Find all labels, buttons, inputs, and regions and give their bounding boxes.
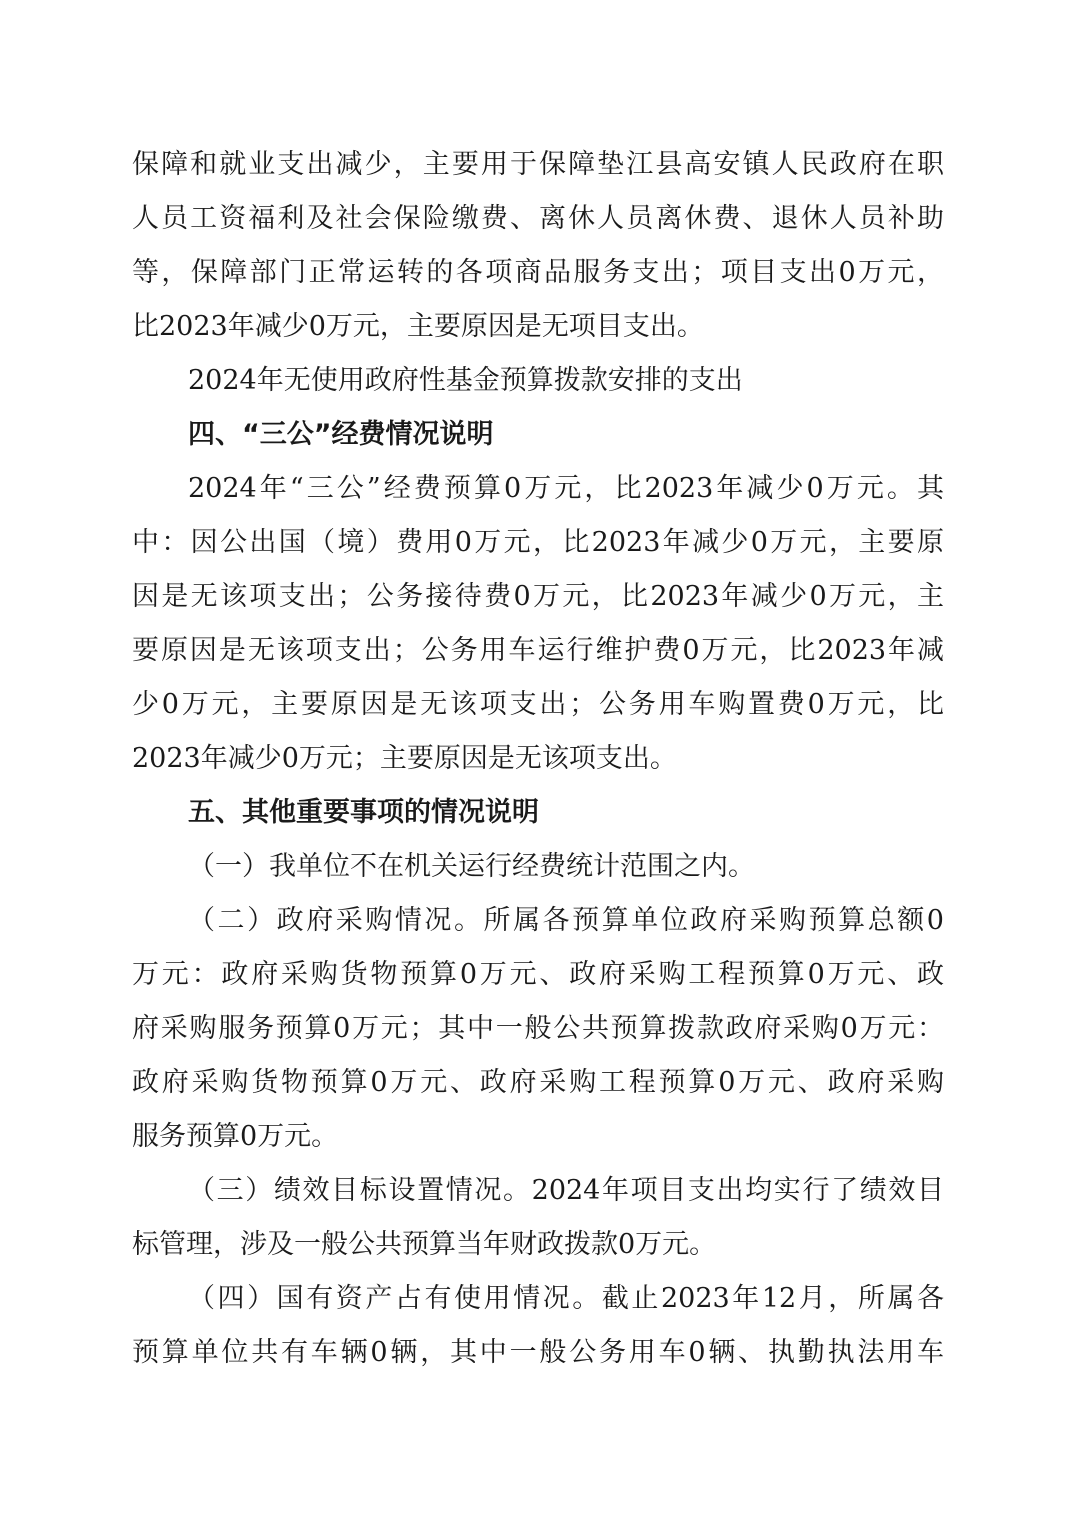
paragraph-line: 标管理，涉及一般公共预算当年财政拨款0万元。 [132,1229,717,1260]
paragraph-line: （四）国有资产占有使用情况。截止2023年12月，所属各 [188,1283,944,1314]
paragraph-line: 比2023年减少0万元，主要原因是无项目支出。 [132,311,704,342]
paragraph-line: 预算单位共有车辆0辆，其中一般公务用车0辆、执勤执法用车 [132,1337,944,1368]
paragraph-line: 万元：政府采购货物预算0万元、政府采购工程预算0万元、政 [132,959,944,990]
document-body [132,138,944,1380]
paragraph-line: 少0万元，主要原因是无该项支出；公务用车购置费0万元，比 [132,689,944,720]
paragraph-line: 服务预算0万元。 [132,1121,339,1152]
section-heading-other-matters: 五、其他重要事项的情况说明 [188,797,539,828]
paragraph-line: （三）绩效目标设置情况。2024年项目支出均实行了绩效目 [188,1175,944,1206]
section-heading-sangong: 四、“三公”经费情况说明 [188,419,494,450]
paragraph-line: 人员工资福利及社会保险缴费、离休人员离休费、退休人员补助 [132,203,944,234]
paragraph-line: 保障和就业支出减少，主要用于保障垫江县高安镇人民政府在职 [132,149,944,180]
paragraph-line: 等，保障部门正常运转的各项商品服务支出；项目支出0万元， [132,257,944,288]
paragraph-line: 2024年“三公”经费预算0万元，比2023年减少0万元。其 [188,473,944,504]
paragraph-line: 2023年减少0万元；主要原因是无该项支出。 [132,743,677,774]
paragraph-line: 府采购服务预算0万元；其中一般公共预算拨款政府采购0万元： [132,1013,944,1044]
paragraph-line: 2024年无使用政府性基金预算拨款安排的支出 [188,365,743,396]
paragraph-line: 因是无该项支出；公务接待费0万元，比2023年减少0万元，主 [132,581,944,612]
paragraph-line: （一）我单位不在机关运行经费统计范围之内。 [188,851,755,882]
paragraph-line: （二）政府采购情况。所属各预算单位政府采购预算总额0 [188,905,944,936]
paragraph-line: 要原因是无该项支出；公务用车运行维护费0万元，比2023年减 [132,635,944,666]
paragraph-line: 政府采购货物预算0万元、政府采购工程预算0万元、政府采购 [132,1067,944,1098]
paragraph-line: 中：因公出国（境）费用0万元，比2023年减少0万元，主要原 [132,527,944,558]
